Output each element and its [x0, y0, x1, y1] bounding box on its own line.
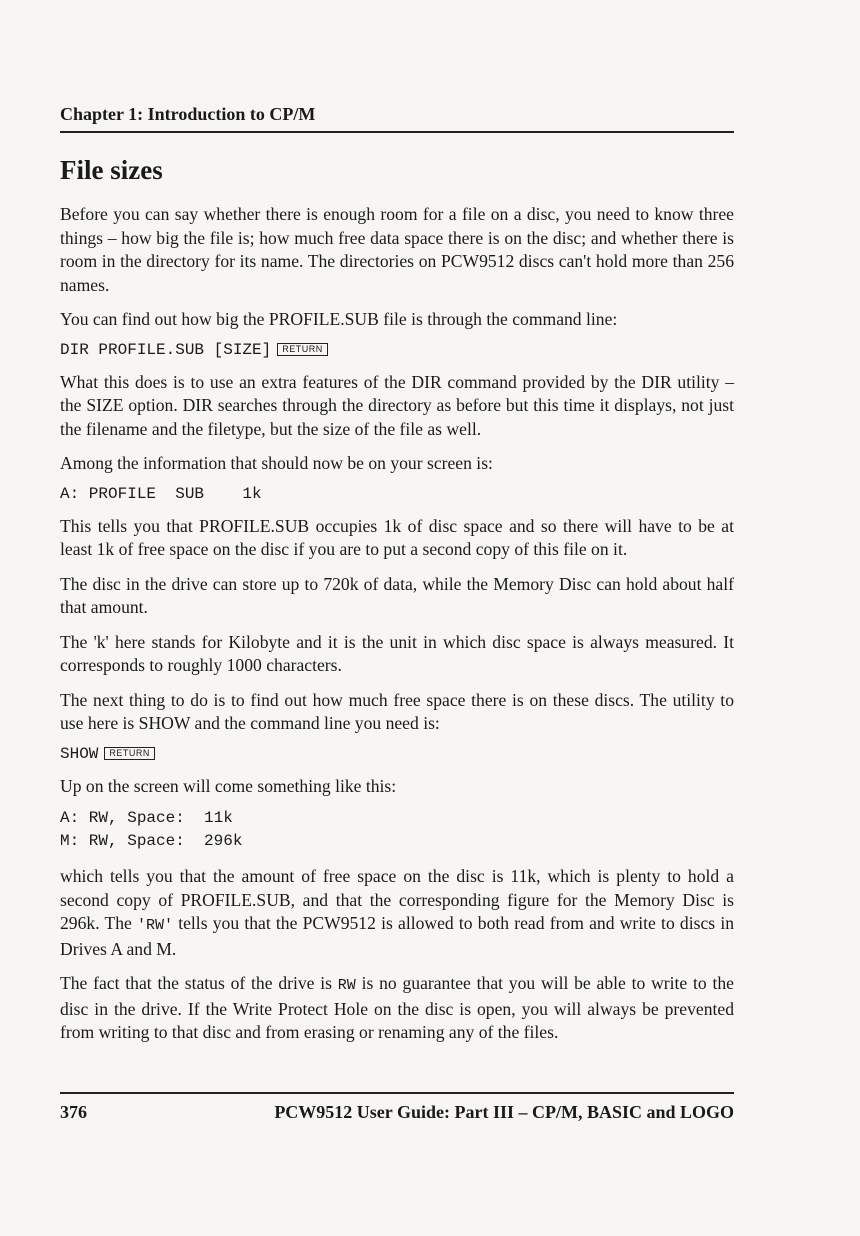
show-output-line: A: RW, Space: 11k — [60, 809, 233, 827]
text-span: tells you that the PCW9512 is allowed to both read from and write to discs in Drives A and M. — [60, 913, 735, 959]
show-output-line: M: RW, Space: 296k — [60, 832, 243, 850]
paragraph-show-intro: The next thing to do is to find out how much free space there is on these discs. The utility to use here is SHOW and the command line you need is: — [60, 689, 734, 733]
show-command: SHOW — [60, 744, 99, 763]
paragraph-dir-explain: What this does is to use an extra features of the DIR command provided by the DIR utility – the SIZE option. DIR searches through the directory as before but this time it displays, not just the filename and the filetype, but the size of the file as well. — [60, 371, 734, 439]
paragraph-profile-size: This tells you that PROFILE.SUB occupies 1k of disc space and so there will have to be at least 1k of free space on the disc if you are to put a second copy of this file on it. — [60, 515, 734, 559]
chapter-header: Chapter 1: Introduction to CP/M — [60, 104, 734, 133]
return-key-icon: RETURN — [277, 343, 328, 356]
section-title: File sizes — [60, 155, 163, 185]
dir-command: DIR PROFILE.SUB [SIZE] — [60, 340, 272, 359]
paragraph-info: Among the information that should now be on your screen is: — [60, 453, 493, 473]
dir-command-line — [60, 339, 734, 361]
show-output — [60, 807, 734, 853]
paragraph-capacity: The disc in the drive can store up to 720k of data, while the Memory Disc can hold about half that amount. — [60, 573, 734, 617]
paragraph-write-protect — [60, 972, 734, 1045]
text-span: which tells you that the amount of free space on the disc is 11k, which is plenty to hold a second copy of PROFILE.SUB, and that the corresponding figure for the Memory Disc is 296k. The — [60, 866, 734, 933]
dir-output: A: PROFILE SUB 1k — [60, 484, 262, 503]
page-number: 376 — [60, 1102, 87, 1122]
page — [60, 0, 734, 1236]
text-span: The fact that the status of the drive is — [60, 973, 338, 993]
show-command-line — [60, 743, 734, 765]
paragraph-kilobyte: The 'k' here stands for Kilobyte and it is the unit in which disc space is always measured. It corresponds to roughly 1000 characters. — [60, 631, 734, 675]
paragraph-screen: Up on the screen will come something like this: — [60, 775, 397, 796]
body-text — [60, 203, 734, 1056]
book-title: PCW9512 User Guide: Part III – CP/M, BASIC and LOGO — [274, 1102, 734, 1122]
paragraph-command-intro: You can find out how big the PROFILE.SUB file is through the command line: — [60, 309, 618, 329]
page-footer — [60, 1092, 734, 1123]
paragraph-free-space — [60, 865, 734, 961]
return-key-icon: RETURN — [104, 747, 155, 760]
rw-code: RW — [337, 977, 356, 994]
text-span: is no guarantee that you will be able to write to the disc in the drive. If the Write Protect Hole on the disc is open, you will always be prevented from writing to that disc and from erasing or renaming any of the files. — [60, 973, 734, 1042]
paragraph-intro: Before you can say whether there is enough room for a file on a disc, you need to know three things – how big the file is; how much free data space there is on the disc; and whether there is room in the directory for its name. The directories on PCW9512 discs can't hold more than 256 names. — [60, 204, 734, 295]
rw-code: 'RW' — [137, 917, 174, 934]
